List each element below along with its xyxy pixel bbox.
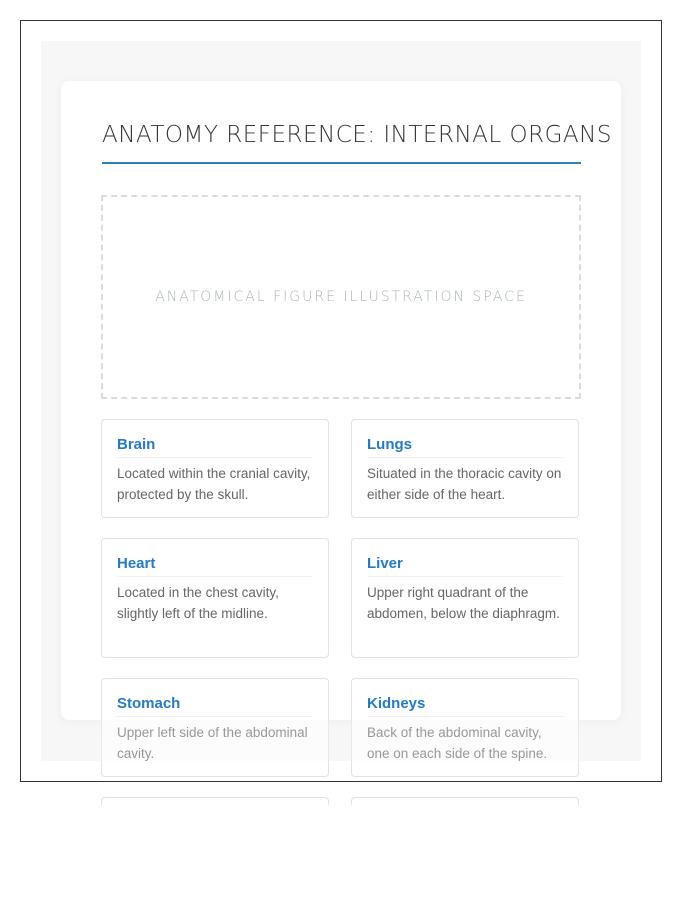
title-underline [102,162,581,164]
organ-name: Liver [367,555,563,577]
organ-description: Located within the cranial cavity, protected by the skull. [117,466,311,502]
organ-card-brain [101,419,329,518]
organ-description: Back of the abdominal cavity, one on each side of the spine. [367,725,548,761]
organ-name: Brain [117,436,313,458]
organ-name: Kidneys [367,695,563,717]
organ-description: Upper left side of the abdominal cavity. [117,725,308,761]
organ-name: Stomach [117,695,313,717]
organ-name: Lungs [367,436,563,458]
figure-placeholder-label: ANATOMICAL FIGURE ILLUSTRATION SPACE [155,289,527,305]
organ-description: Situated in the thoracic cavity on either side of the heart. [367,466,562,502]
organ-card-stomach [101,678,329,777]
organ-description: Located in the chest cavity, slightly left of the midline. [117,585,279,621]
organ-card-kidneys [351,678,579,777]
organ-name: Heart [117,555,313,577]
organ-description: Upper right quadrant of the abdomen, below the diaphragm. [367,585,560,621]
page-title: ANATOMY REFERENCE: INTERNAL ORGANS [102,122,612,148]
organ-card-liver [351,538,579,658]
organ-card-clipped [351,797,579,805]
organ-card-clipped [101,797,329,805]
figure-placeholder [101,195,581,399]
organ-card-heart [101,538,329,658]
organ-card-lungs [351,419,579,518]
